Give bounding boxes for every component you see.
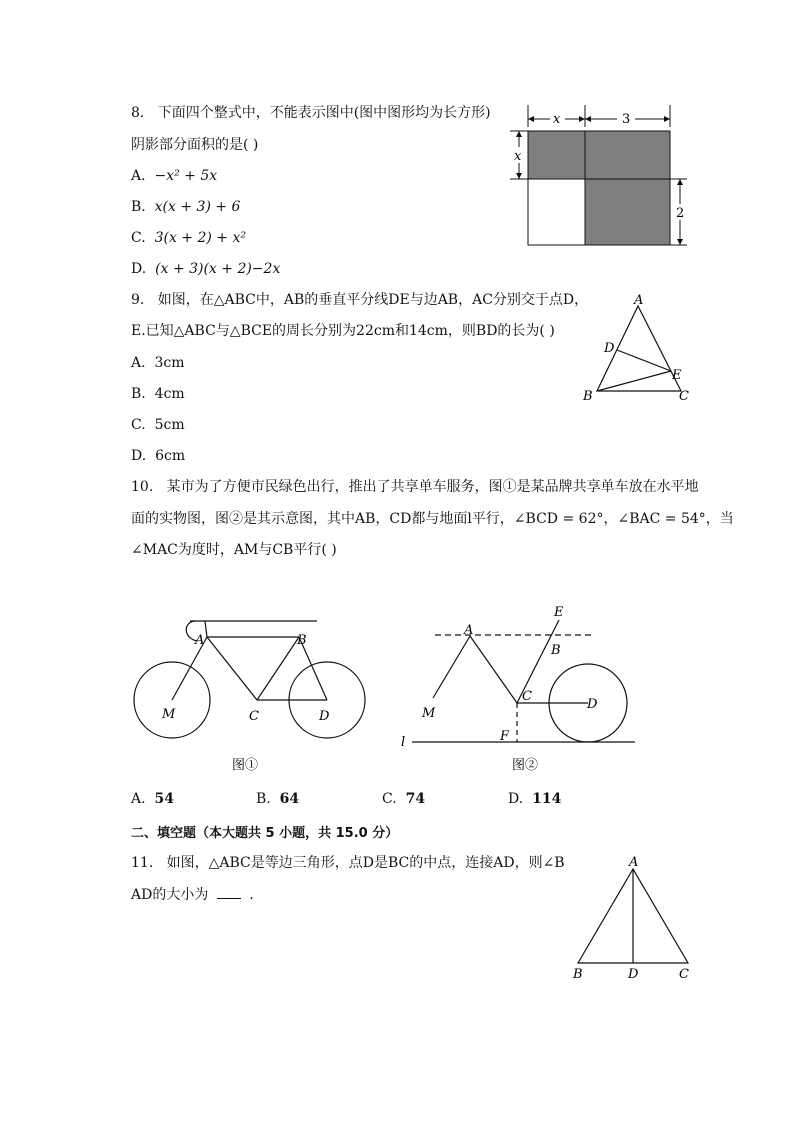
fig2-label-c: C <box>522 689 532 704</box>
option-label: C. <box>131 230 146 246</box>
option-expr: 114 <box>532 791 562 807</box>
q11-equilateral-triangle-figure <box>565 852 695 987</box>
fig2-label-e: E <box>554 605 564 620</box>
q10-text-line2: 面的实物图，图②是其示意图，其中AB，CD都与地面l平行，∠BCD = 62°，∠BAC = 54°，当 <box>131 511 734 527</box>
fig1-label-c: C <box>249 709 259 724</box>
option-label: B. <box>131 199 146 215</box>
q10-text-line1: 某市为了方便市民绿色出行，推出了共享单车服务，图①是某品牌共享单车放在水平地 <box>166 479 699 495</box>
q8-number: 8. <box>131 105 145 121</box>
q8-fig-left-x: x <box>514 149 522 164</box>
q9-label-d: D <box>604 341 615 356</box>
q11-label-a: A <box>629 855 639 870</box>
q11-line2 <box>131 885 254 905</box>
fig2-caption: 图② <box>512 758 539 773</box>
fig1-label-b: B <box>297 633 307 648</box>
option-label: A. <box>131 791 146 807</box>
q9-option-c[interactable] <box>131 415 185 435</box>
option-label: A. <box>131 355 146 371</box>
q8-fig-top-3: 3 <box>622 112 631 127</box>
q10-option-c[interactable] <box>382 789 425 809</box>
fig2-label-d: D <box>587 697 598 712</box>
q9-text-line2: E.已知△ABC与△BCE的周长分别为22cm和14cm，则BD的长为( ) <box>131 323 555 339</box>
option-expr: 3cm <box>154 355 185 371</box>
q11-line1 <box>131 853 565 873</box>
q11-label-b: B <box>573 967 583 982</box>
fig1-label-d: D <box>319 709 330 724</box>
q9-number: 9. <box>131 292 145 308</box>
q10-schematic-figure <box>395 600 645 778</box>
fig2-label-a: A <box>464 623 474 638</box>
fig1-label-m: M <box>162 707 176 722</box>
q9-line1 <box>131 290 588 310</box>
fig2-label-f: F <box>500 729 510 744</box>
q9-option-a[interactable] <box>131 353 185 373</box>
fig2-label-m: M <box>422 706 436 721</box>
q8-text-line1: 下面四个整式中，不能表示图中(图中图形均为长方形) <box>157 105 491 121</box>
q9-label-e: E <box>672 368 682 383</box>
option-label: D. <box>508 791 524 807</box>
option-expr: (x + 3)(x + 2)−2x <box>155 261 281 277</box>
q10-option-b[interactable] <box>256 789 299 809</box>
q10-number: 10. <box>131 479 154 495</box>
q9-label-b: B <box>583 389 593 404</box>
fig1-caption: 图① <box>232 758 259 773</box>
q9-option-b[interactable] <box>131 384 185 404</box>
option-label: A. <box>131 168 146 184</box>
option-label: D. <box>131 448 147 464</box>
q10-option-a[interactable] <box>131 789 174 809</box>
q10-line1 <box>131 477 699 497</box>
option-expr: −x² + 5x <box>154 168 218 184</box>
option-label: D. <box>131 261 147 277</box>
option-expr: 5cm <box>154 417 185 433</box>
option-expr: 54 <box>154 791 174 807</box>
q8-option-a[interactable] <box>131 166 217 186</box>
q8-rectangle-figure <box>505 105 700 250</box>
q8-fig-right-2: 2 <box>676 206 685 221</box>
q11-text-line1: 如图，△ABC是等边三角形，点D是BC的中点，连接AD，则∠B <box>166 855 565 871</box>
option-label: C. <box>131 417 146 433</box>
q10-text-line3: ∠MAC为度时，AM与CB平行( ) <box>131 542 337 558</box>
q8-text-line2: 阴影部分面积的是( ) <box>131 137 259 153</box>
option-expr: 6cm <box>155 448 186 464</box>
q10-option-d[interactable] <box>508 789 561 809</box>
fig1-label-a: A <box>195 633 205 648</box>
option-expr: 3(x + 2) + x² <box>154 230 246 246</box>
q9-text-line1: 如图，在△ABC中，AB的垂直平分线DE与边AB，AC分别交于点D， <box>157 292 589 308</box>
option-label: B. <box>256 791 271 807</box>
section-title: 二、填空题（本大题共 5 小题，共 15.0 分） <box>131 826 399 841</box>
fig2-label-l: l <box>401 735 406 750</box>
q9-label-a: A <box>634 293 644 308</box>
q9-label-c: C <box>679 389 689 404</box>
option-expr: 64 <box>279 791 300 807</box>
q11-label-d: D <box>628 967 639 982</box>
q11-text-line2b: . <box>249 887 254 903</box>
q8-option-b[interactable] <box>131 197 240 217</box>
q11-text-line2a: AD的大小为 <box>131 887 209 903</box>
q9-triangle-figure <box>575 290 700 405</box>
q9-option-d[interactable] <box>131 446 185 466</box>
q8-option-c[interactable] <box>131 228 246 248</box>
option-expr: 74 <box>405 791 426 807</box>
q11-number: 11. <box>131 855 154 871</box>
option-expr: 4cm <box>154 386 185 402</box>
fig2-label-b: B <box>551 643 561 658</box>
q11-label-c: C <box>679 967 689 982</box>
option-expr: x(x + 3) + 6 <box>154 199 241 215</box>
q8-line1 <box>131 103 491 123</box>
option-label: B. <box>131 386 146 402</box>
q10-bicycle-photo-figure <box>125 608 375 778</box>
q8-fig-top-x: x <box>553 112 561 127</box>
answer-blank[interactable] <box>217 898 241 899</box>
option-label: C. <box>382 791 397 807</box>
q8-option-d[interactable] <box>131 259 280 279</box>
